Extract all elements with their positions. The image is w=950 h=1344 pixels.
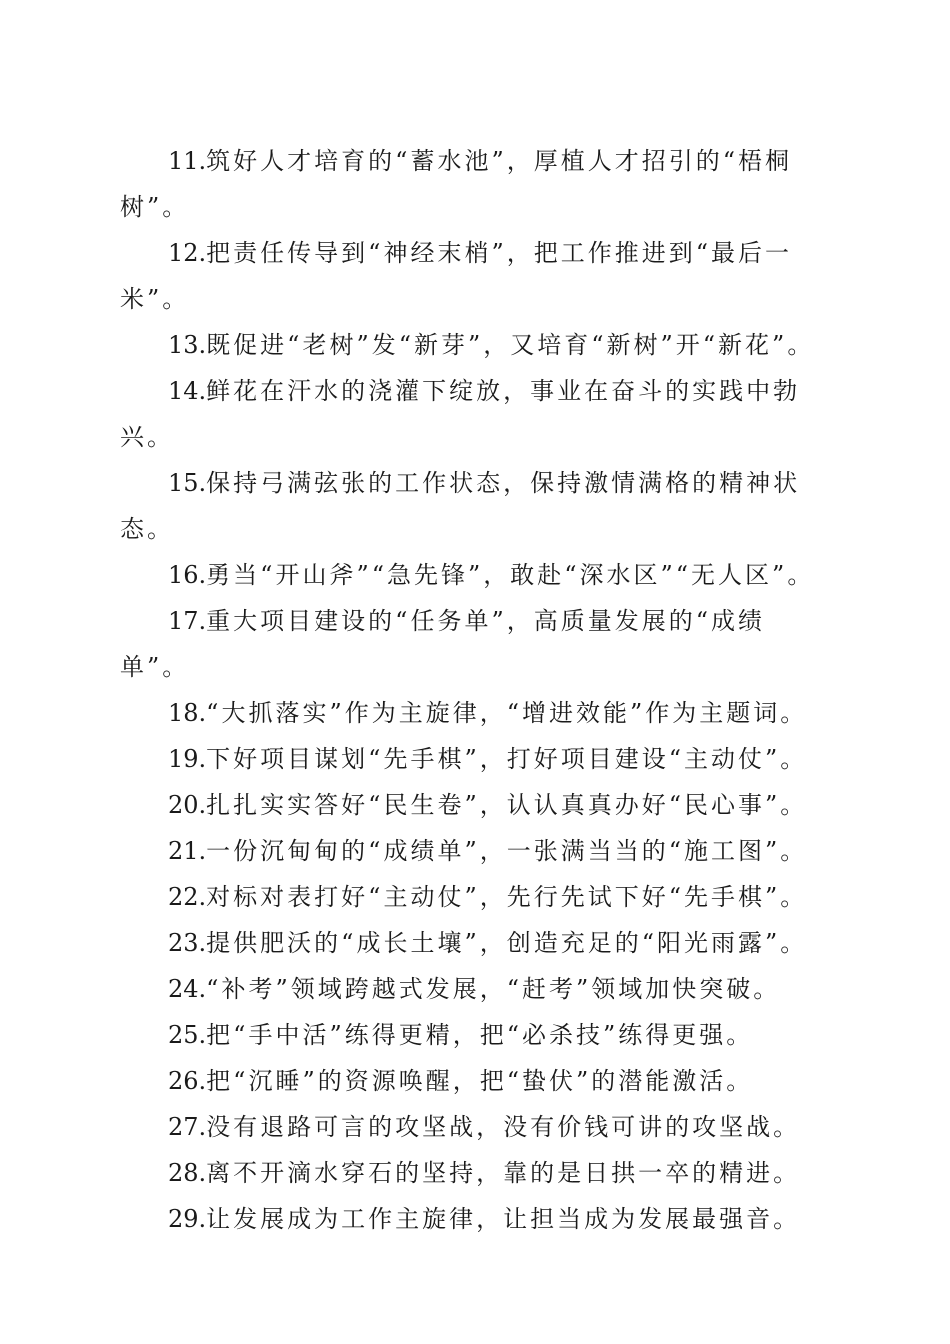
list-item: [120, 1196, 826, 1242]
item-text: 没有退路可言的攻坚战，没有价钱可讲的攻坚战。: [206, 1113, 801, 1141]
list-item: [120, 966, 826, 1012]
item-number: 26.: [168, 1067, 207, 1095]
item-number: 29.: [168, 1205, 207, 1233]
list-item: [120, 322, 826, 368]
item-number: 21.: [168, 837, 207, 865]
item-number: 16.: [168, 561, 207, 589]
list-item: [120, 874, 826, 920]
list-item: [120, 1104, 826, 1150]
list-item: [120, 552, 826, 598]
item-number: 17.: [168, 607, 207, 635]
item-number: 14.: [168, 377, 207, 405]
item-text: 下好项目谋划“先手棋”，打好项目建设“主动仗”。: [206, 745, 808, 773]
item-text: 让发展成为工作主旋律，让担当成为发展最强音。: [206, 1205, 801, 1233]
item-number: 25.: [168, 1021, 207, 1049]
item-text: 把责任传导到“神经末梢”，把工作推进到“最后一米”。: [120, 239, 792, 313]
item-text: 扎扎实实答好“民生卷”，认认真真办好“民心事”。: [206, 791, 808, 819]
item-number: 12.: [168, 239, 207, 267]
item-number: 13.: [168, 331, 207, 359]
item-number: 11.: [168, 147, 207, 175]
list-item: [120, 230, 826, 322]
list-item: [120, 368, 826, 460]
item-number: 20.: [168, 791, 207, 819]
list-item: [120, 828, 826, 874]
item-number: 28.: [168, 1159, 207, 1187]
list-item: [120, 736, 826, 782]
item-text: 勇当“开山斧”“急先锋”，敢赴“深水区”“无人区”。: [206, 561, 815, 589]
item-text: 提供肥沃的“成长土壤”，创造充足的“阳光雨露”。: [206, 929, 808, 957]
list-item: [120, 690, 826, 736]
list-item: [120, 1012, 826, 1058]
list-item: [120, 138, 826, 230]
item-text: 对标对表打好“主动仗”，先行先试下好“先手棋”。: [206, 883, 808, 911]
item-text: 既促进“老树”发“新芽”，又培育“新树”开“新花”。: [206, 331, 815, 359]
item-text: 筑好人才培育的“蓄水池”，厚植人才招引的“梧桐树”。: [120, 147, 792, 221]
item-text: 鲜花在汗水的浇灌下绽放，事业在奋斗的实践中勃兴。: [120, 377, 801, 451]
item-text: “补考”领域跨越式发展，“赶考”领域加快突破。: [206, 975, 781, 1003]
list-item: [120, 598, 826, 690]
item-text: 一份沉甸甸的“成绩单”，一张满当当的“施工图”。: [206, 837, 808, 865]
item-number: 18.: [168, 699, 207, 727]
item-number: 27.: [168, 1113, 207, 1141]
item-text: “大抓落实”作为主旋律，“增进效能”作为主题词。: [206, 699, 808, 727]
item-number: 23.: [168, 929, 207, 957]
item-text: 把“手中活”练得更精，把“必杀技”练得更强。: [206, 1021, 754, 1049]
item-number: 15.: [168, 469, 207, 497]
list-item: [120, 920, 826, 966]
list-item: [120, 460, 826, 552]
phrase-list: [120, 138, 826, 1242]
item-text: 保持弓满弦张的工作状态，保持激情满格的精神状态。: [120, 469, 801, 543]
item-text: 离不开滴水穿石的坚持，靠的是日拱一卒的精进。: [206, 1159, 801, 1187]
item-text: 重大项目建设的“任务单”，高质量发展的“成绩单”。: [120, 607, 765, 681]
list-item: [120, 1058, 826, 1104]
item-text: 把“沉睡”的资源唤醒，把“蛰伏”的潜能激活。: [206, 1067, 754, 1095]
item-number: 19.: [168, 745, 207, 773]
list-item: [120, 1150, 826, 1196]
item-number: 22.: [168, 883, 207, 911]
list-item: [120, 782, 826, 828]
item-number: 24.: [168, 975, 207, 1003]
